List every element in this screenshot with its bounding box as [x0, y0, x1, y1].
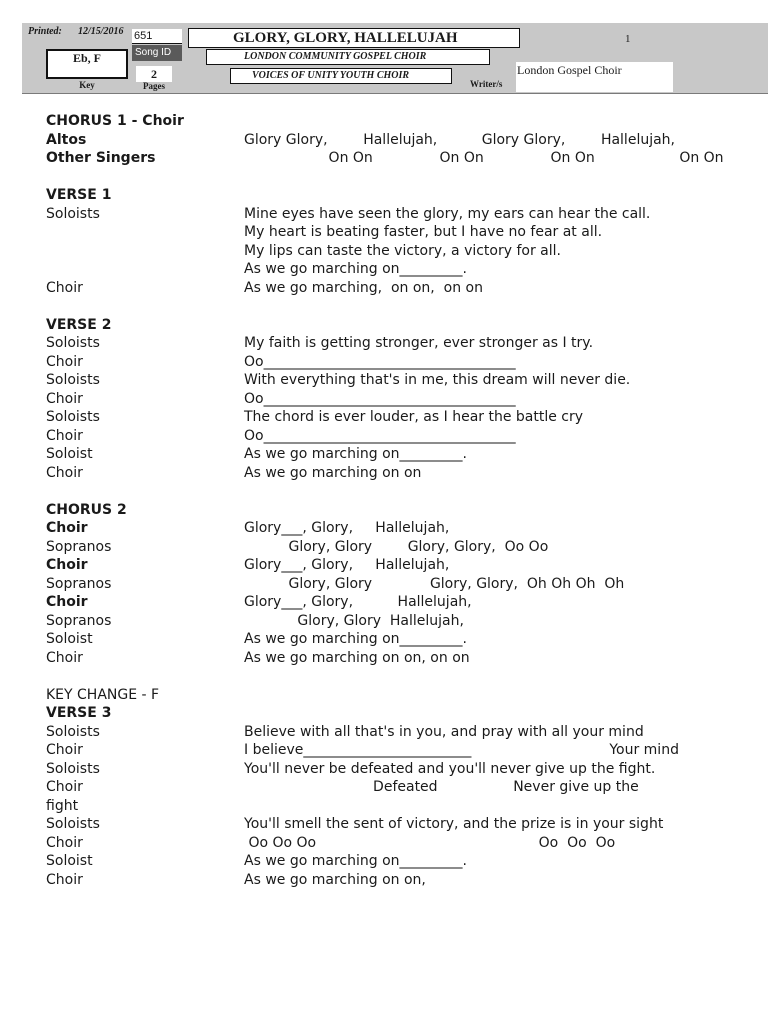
part-label: Choir — [46, 779, 83, 795]
lyric-line — [46, 871, 746, 890]
part-label: CHORUS 1 - Choir — [46, 113, 184, 129]
section-spacer — [46, 667, 746, 686]
part-label: Choir — [46, 427, 83, 444]
pages-value: 2 — [136, 66, 172, 82]
section-spacer — [46, 297, 746, 316]
lyric-text: Glory___, Glory, Hallelujah, — [244, 557, 450, 573]
section-spacer — [46, 168, 746, 187]
lyric-line — [46, 760, 746, 779]
lyric-line — [46, 612, 746, 631]
lyric-line — [46, 316, 746, 335]
part-label: Choir — [46, 871, 83, 888]
lyric-text: On On On On On On On On — [244, 150, 724, 166]
part-label: VERSE 2 — [46, 316, 112, 333]
printed-date: 12/15/2016 — [78, 26, 124, 37]
part-label: Choir — [46, 464, 83, 481]
lyric-line — [46, 538, 746, 557]
part-label: Choir — [46, 594, 88, 610]
lyric-text: My heart is beating faster, but I have no fear at all. — [244, 224, 603, 240]
choir-group-1: LONDON COMMUNITY GOSPEL CHOIR — [206, 49, 490, 65]
part-label: Choir — [46, 520, 88, 536]
part-label: Altos — [46, 131, 87, 148]
pages-label: Pages — [143, 81, 165, 91]
part-label: VERSE 1 — [46, 187, 112, 203]
part-label: Soloists — [46, 760, 100, 777]
lyric-line — [46, 834, 746, 853]
key-label: Key — [79, 80, 95, 90]
part-label: Choir — [46, 742, 83, 758]
lyric-line — [46, 334, 746, 353]
part-label: Soloists — [46, 205, 100, 222]
lyrics-sheet — [46, 112, 746, 889]
writer-value: London Gospel Choir — [516, 62, 673, 92]
lyric-line — [46, 704, 746, 723]
section-spacer — [46, 482, 746, 501]
lyric-text: Glory, Glory Glory, Glory, Oo Oo — [244, 538, 549, 555]
lyric-line — [46, 501, 746, 520]
lyric-text: Believe with all that's in you, and pray with all your mind — [244, 723, 644, 740]
lyric-line — [46, 131, 746, 150]
lyric-text: As we go marching on on, on on — [244, 649, 470, 666]
lyric-line — [46, 371, 746, 390]
lyric-text: Glory, Glory Glory, Glory, Oh Oh Oh Oh — [244, 575, 625, 592]
key-value: Eb, F — [46, 49, 128, 79]
part-label: Choir — [46, 649, 83, 666]
lyric-text: Oo____________________________________ — [244, 353, 516, 370]
lyric-line — [46, 408, 746, 427]
lyric-line — [46, 242, 746, 261]
part-label: Choir — [46, 279, 83, 296]
lyric-text: Glory___, Glory, Hallelujah, — [244, 520, 450, 536]
choir-group-2: VOICES OF UNITY YOUTH CHOIR — [230, 68, 452, 84]
lyric-line — [46, 593, 746, 612]
lyric-line — [46, 427, 746, 446]
lyric-line — [46, 260, 746, 279]
lyric-text: Oo Oo Oo Oo Oo Oo — [244, 834, 616, 851]
lyric-text: Oo____________________________________ — [244, 427, 516, 444]
lyric-text: You'll smell the sent of victory, and the prize is in your sight — [244, 816, 664, 832]
lyric-line — [46, 519, 746, 538]
song-id-value: 651 — [132, 29, 182, 44]
part-label: Other Singers — [46, 150, 156, 166]
lyric-line — [46, 149, 746, 168]
part-label: Soloist — [46, 853, 93, 869]
part-label: Soloists — [46, 816, 100, 832]
part-label: Choir — [46, 390, 83, 407]
printed-label: Printed: — [28, 26, 62, 37]
part-label: Soloist — [46, 446, 93, 462]
lyric-line — [46, 852, 746, 871]
page-number: 1 — [625, 33, 631, 45]
lyric-line — [46, 686, 746, 705]
lyric-line — [46, 649, 746, 668]
lyric-text: As we go marching on on, — [244, 871, 426, 888]
lyric-line — [46, 186, 746, 205]
lyric-text: As we go marching on_________. — [244, 446, 467, 462]
part-label: Soloists — [46, 335, 100, 351]
lyric-line — [46, 630, 746, 649]
lyric-line — [46, 556, 746, 575]
lyric-text: I believe________________________ Your mind — [244, 742, 679, 758]
writer-label: Writer/s — [470, 79, 503, 89]
lyric-line — [46, 353, 746, 372]
lyric-text: Mine eyes have seen the glory, my ears can hear the call. — [244, 205, 651, 222]
lyric-text: As we go marching on_________. — [244, 261, 467, 277]
part-label: Choir — [46, 557, 88, 573]
lyric-text: With everything that's in me, this dream will never die. — [244, 372, 631, 388]
lyric-text: My faith is getting stronger, ever stronger as I try. — [244, 335, 594, 351]
lyric-line — [46, 279, 746, 298]
lyric-text: Oo____________________________________ — [244, 390, 516, 407]
lyric-line — [46, 741, 746, 760]
song-title: GLORY, GLORY, HALLELUJAH — [188, 28, 520, 48]
part-label: Soloists — [46, 372, 100, 388]
lyric-text: As we go marching, on on, on on — [244, 279, 483, 296]
lyric-line — [46, 464, 746, 483]
part-label: Soloists — [46, 409, 100, 425]
lyric-line — [46, 797, 746, 816]
lyric-line — [46, 815, 746, 834]
lyric-line — [46, 575, 746, 594]
lyric-text: My lips can taste the victory, a victory for all. — [244, 242, 561, 259]
lyric-text: As we go marching on_________. — [244, 631, 467, 647]
part-label: Choir — [46, 353, 83, 370]
part-label: Soloists — [46, 723, 100, 740]
lyric-text: The chord is ever louder, as I hear the battle cry — [244, 409, 584, 425]
part-label: Sopranos — [46, 612, 112, 629]
lyric-text: You'll never be defeated and you'll never give up the fight. — [244, 760, 656, 777]
lyric-text: As we go marching on_________. — [244, 853, 467, 869]
lyric-line — [46, 205, 746, 224]
part-label: Soloist — [46, 631, 93, 647]
lyric-text: Defeated Never give up the — [244, 779, 639, 795]
lyric-line — [46, 445, 746, 464]
lyric-text: Glory Glory, Hallelujah, Glory Glory, Hallelujah, — [244, 131, 675, 148]
song-id-label: Song ID — [132, 45, 182, 61]
song-sheet-header — [22, 23, 768, 94]
lyric-line — [46, 723, 746, 742]
lyric-line — [46, 778, 746, 797]
lyric-line — [46, 390, 746, 409]
lyric-text: Glory, Glory Hallelujah, — [244, 612, 464, 629]
part-label: Choir — [46, 834, 83, 851]
lyric-text: Glory___, Glory, Hallelujah, — [244, 594, 472, 610]
lyric-line — [46, 223, 746, 242]
part-label: KEY CHANGE - F — [46, 686, 160, 703]
part-label: Sopranos — [46, 538, 112, 555]
part-label: fight — [46, 797, 79, 814]
part-label: VERSE 3 — [46, 705, 112, 721]
part-label: CHORUS 2 — [46, 501, 127, 518]
part-label: Sopranos — [46, 575, 112, 592]
lyric-line — [46, 112, 746, 131]
lyric-text: As we go marching on on — [244, 464, 422, 481]
